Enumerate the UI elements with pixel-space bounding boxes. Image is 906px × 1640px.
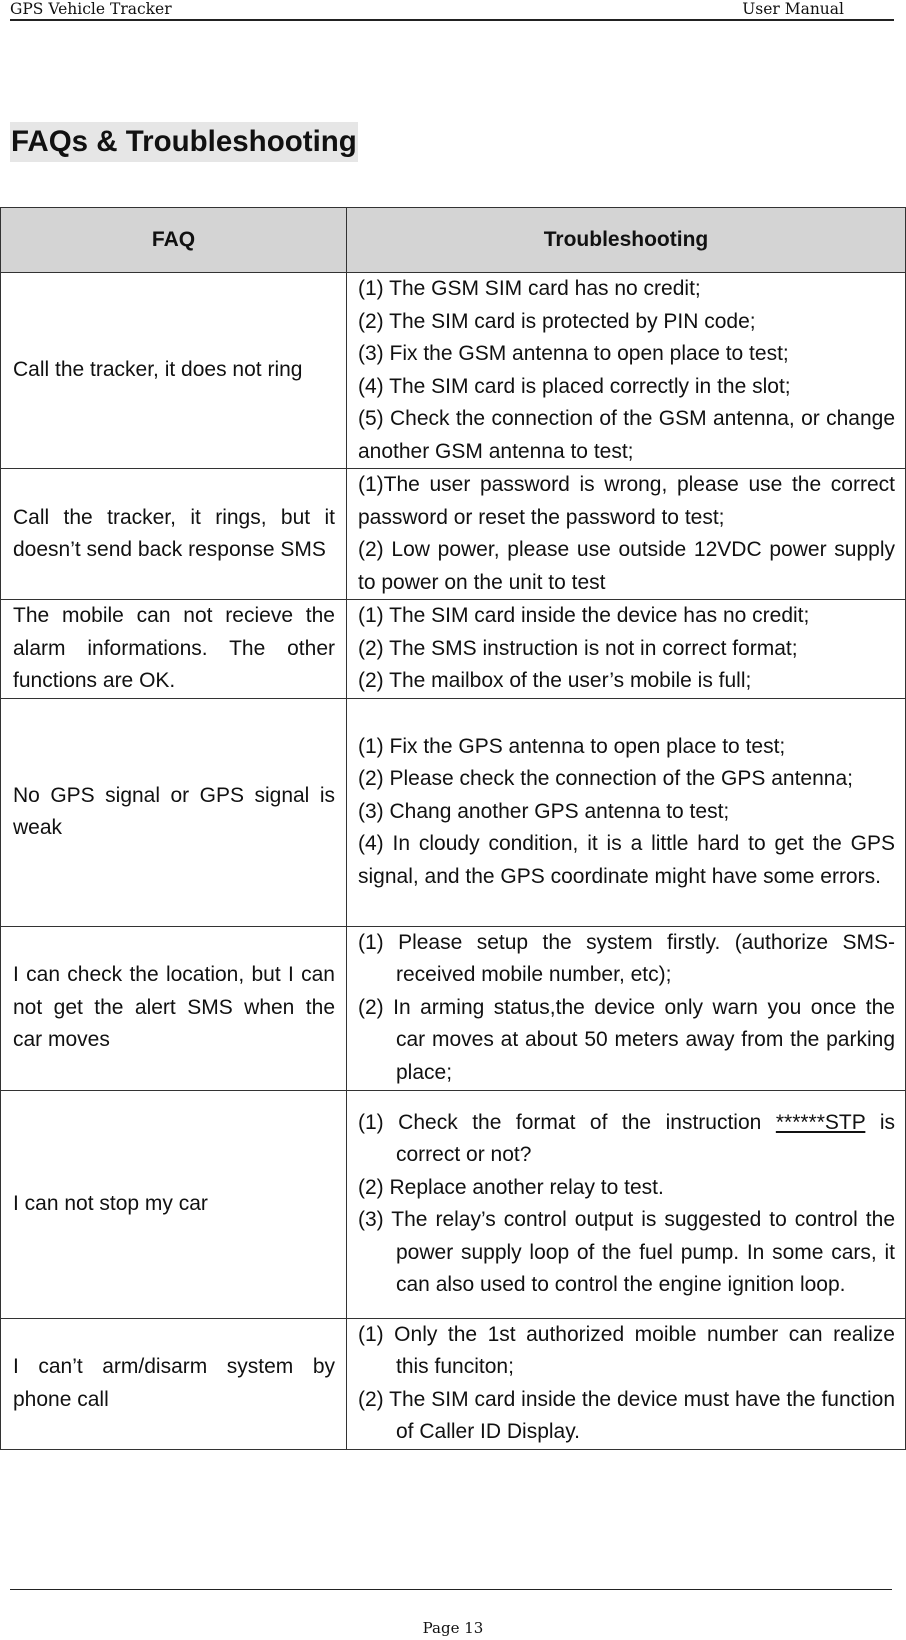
- faq-question: I can check the location, but I can not get the alert SMS when the car moves: [1, 926, 347, 1090]
- troubleshooting-item: (2) The mailbox of the user’s mobile is full;: [358, 669, 752, 692]
- troubleshooting-item: (2) Low power, please use outside 12VDC power supply to power on the unit to test: [358, 538, 895, 594]
- troubleshooting-cell: [347, 1318, 906, 1449]
- faq-table: [0, 207, 906, 1450]
- troubleshooting-cell: [347, 600, 906, 699]
- troubleshooting-item: (2) Replace another relay to test.: [358, 1175, 664, 1199]
- troubleshooting-item: (2) The SIM card is protected by PIN code;: [358, 309, 756, 333]
- stp-command: ******STP: [775, 1110, 866, 1134]
- troubleshooting-item: (5) Check the connection of the GSM antenna, or change another GSM antenna to test;: [358, 407, 895, 463]
- table-row: [1, 926, 906, 1090]
- table-row: [1, 698, 906, 926]
- header-title: GPS Vehicle Tracker: [10, 0, 172, 18]
- table-row: [1, 273, 906, 469]
- troubleshooting-item: (2) In arming status,the device only warn you once the car moves at about 50 meters away from the parking place;: [358, 995, 895, 1084]
- table-header-row: [1, 208, 906, 273]
- table-row: [1, 469, 906, 600]
- troubleshooting-cell: [347, 469, 906, 600]
- header-manual-label: User Manual: [742, 0, 844, 18]
- troubleshooting-item: (2) The SMS instruction is not in correct format;: [358, 636, 798, 660]
- troubleshooting-item: (1) The SIM card inside the device has no credit;: [358, 604, 810, 627]
- column-header-faq: FAQ: [1, 208, 347, 273]
- instruction-text-after: is correct or not?: [396, 1110, 896, 1166]
- page-number: Page 13: [422, 1619, 484, 1637]
- troubleshooting-item: (4) In cloudy condition, it is a little hard to get the GPS signal, and the GPS coordinate might have some errors.: [358, 832, 895, 888]
- troubleshooting-item: (1) Please setup the system firstly. (authorize SMS-received mobile number, etc);: [358, 930, 895, 987]
- table-row: [1, 1318, 906, 1449]
- troubleshooting-item: (2) The SIM card inside the device must have the function of Caller ID Display.: [358, 1387, 895, 1443]
- section-title: FAQs & Troubleshooting: [10, 122, 358, 162]
- troubleshooting-item: (2) Please check the connection of the GPS antenna;: [358, 767, 853, 791]
- faq-question: I can not stop my car: [1, 1090, 347, 1318]
- footer-divider: [10, 1589, 892, 1590]
- troubleshooting-item: (1) The GSM SIM card has no credit;: [358, 277, 701, 300]
- faq-question: Call the tracker, it does not ring: [1, 273, 347, 469]
- troubleshooting-item: (1)The user password is wrong, please use the correct password or reset the password to test;: [358, 473, 895, 529]
- troubleshooting-item: (1) Fix the GPS antenna to open place to test;: [358, 734, 786, 758]
- table-row: [1, 600, 906, 699]
- faq-question: The mobile can not recieve the alarm informations. The other functions are OK.: [1, 600, 347, 699]
- troubleshooting-item: (4) The SIM card is placed correctly in the slot;: [358, 374, 791, 398]
- troubleshooting-cell: [347, 926, 906, 1090]
- troubleshooting-cell: [347, 273, 906, 469]
- faq-question: Call the tracker, it rings, but it doesn’t send back response SMS: [1, 469, 347, 600]
- faq-question: No GPS signal or GPS signal is weak: [1, 698, 347, 926]
- faq-question: I can’t arm/disarm system by phone call: [1, 1318, 347, 1449]
- troubleshooting-item: (3) The relay’s control output is suggested to control the power supply loop of the fuel pump. In some cars, it can also used to control the engine ignition loop.: [358, 1208, 895, 1296]
- instruction-text-before: (1) Check the format of the instruction: [358, 1110, 776, 1134]
- troubleshooting-cell: [347, 698, 906, 926]
- column-header-troubleshooting: Troubleshooting: [347, 208, 906, 273]
- troubleshooting-cell: [347, 1090, 906, 1318]
- troubleshooting-item: (1) Only the 1st authorized moible number can realize this funciton;: [358, 1322, 895, 1378]
- table-row: [1, 1090, 906, 1318]
- troubleshooting-item: (3) Chang another GPS antenna to test;: [358, 799, 730, 823]
- troubleshooting-item: (3) Fix the GSM antenna to open place to test;: [358, 342, 789, 365]
- troubleshooting-item: [358, 1107, 895, 1172]
- running-header: [10, 0, 894, 21]
